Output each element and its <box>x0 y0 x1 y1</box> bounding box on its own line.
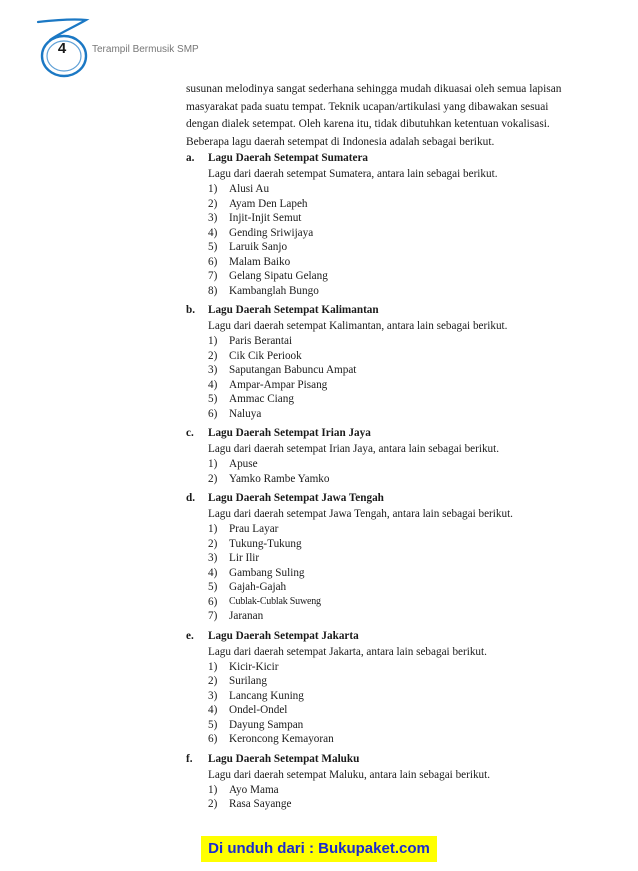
song-title: Paris Berantai <box>229 335 293 347</box>
section-heading <box>186 751 576 768</box>
song-number: 6) <box>208 595 218 608</box>
song-title: Cik Cik Periook <box>229 349 302 362</box>
song-title: Ampar-Ampar Pisang <box>229 378 328 391</box>
song-number: 4) <box>208 566 218 579</box>
song-item <box>208 284 576 299</box>
intro-line: dengan dialek setempat. Oleh karena itu, tidak dibutuhkan ketentuan vokalisasi. <box>186 118 550 131</box>
song-number: 1) <box>208 183 218 195</box>
song-title: Apuse <box>229 458 258 470</box>
song-number: 3) <box>208 552 218 564</box>
song-number: 1) <box>208 335 218 347</box>
section-intro: Lagu dari daerah setempat Jakarta, antara lain sebagai berikut. <box>208 645 487 658</box>
song-number: 2) <box>208 197 218 210</box>
song-item <box>208 255 576 270</box>
song-title: Laruik Sanjo <box>229 241 288 253</box>
song-title: Gending Sriwijaya <box>229 226 314 239</box>
song-title: Ayo Mama <box>229 783 279 796</box>
section-title: Lagu Daerah Setempat Jakarta <box>208 629 359 642</box>
song-item <box>208 240 576 255</box>
song-item <box>208 226 576 241</box>
section-body <box>186 645 576 747</box>
song-number: 6) <box>208 407 218 420</box>
book-title: Terampil Bermusik SMP <box>92 44 199 55</box>
song-number: 2) <box>208 537 218 550</box>
section-heading <box>186 628 576 645</box>
song-item <box>208 609 576 624</box>
song-title: Naluya <box>229 407 262 420</box>
page-number: 4 <box>57 40 67 57</box>
song-item <box>208 472 576 487</box>
song-title: Saputangan Babuncu Ampat <box>229 364 357 376</box>
section-e <box>186 628 576 747</box>
song-item <box>208 537 576 552</box>
song-title: Prau Layar <box>229 523 279 535</box>
song-title: Tukung-Tukung <box>229 537 302 550</box>
song-title: Ammac Ciang <box>229 393 294 405</box>
section-intro: Lagu dari daerah setempat Sumatera, antara lain sebagai berikut. <box>208 168 498 180</box>
download-banner: Di unduh dari : Bukupaket.com <box>201 836 437 862</box>
song-number: 3) <box>208 689 218 702</box>
song-item <box>208 197 576 212</box>
intro-line: susunan melodinya sangat sederhana sehingga mudah dikuasai oleh semua lapisan <box>186 83 562 95</box>
song-title: Yamko Rambe Yamko <box>229 472 330 485</box>
song-title: Jaranan <box>229 610 264 622</box>
song-number: 4) <box>208 704 218 716</box>
section-heading <box>186 490 576 507</box>
song-number: 1) <box>208 458 218 470</box>
song-number: 1) <box>208 523 218 535</box>
section-body <box>186 167 576 298</box>
song-item <box>208 566 576 581</box>
song-title: Kicir-Kicir <box>229 660 279 673</box>
song-item <box>208 334 576 349</box>
section-body <box>186 768 576 812</box>
song-title: Lir Ilir <box>229 552 260 564</box>
section-d <box>186 490 576 624</box>
section-letter: e. <box>186 629 194 642</box>
song-item <box>208 269 576 284</box>
song-item <box>208 718 576 733</box>
song-number: 2) <box>208 675 218 687</box>
song-number: 6) <box>208 733 218 745</box>
song-number: 1) <box>208 783 218 796</box>
song-number: 7) <box>208 610 218 622</box>
section-body <box>186 507 576 624</box>
song-sections <box>186 150 576 816</box>
section-title: Lagu Daerah Setempat Irian Jaya <box>208 427 371 439</box>
song-number: 1) <box>208 660 218 673</box>
song-number: 3) <box>208 364 218 376</box>
song-number: 4) <box>208 378 218 391</box>
intro-line: masyarakat pada suatu tempat. Teknik ucapan/artikulasi yang dibawakan sesuai <box>186 100 549 113</box>
song-item <box>208 551 576 566</box>
section-letter: a. <box>186 152 195 164</box>
song-title: Kambanglah Bungo <box>229 284 319 297</box>
song-number: 7) <box>208 270 218 282</box>
song-title: Keroncong Kemayoran <box>229 733 334 745</box>
song-item <box>208 457 576 472</box>
song-title: Surilang <box>229 675 267 687</box>
song-item <box>208 378 576 393</box>
song-item <box>208 349 576 364</box>
section-intro: Lagu dari daerah setempat Irian Jaya, antara lain sebagai berikut. <box>208 443 500 455</box>
song-number: 3) <box>208 212 218 224</box>
song-item <box>208 522 576 537</box>
song-item <box>208 211 576 226</box>
section-a <box>186 150 576 298</box>
song-title: Gelang Sipatu Gelang <box>229 270 328 282</box>
section-letter: b. <box>186 304 196 316</box>
song-item <box>208 689 576 704</box>
song-number: 4) <box>208 226 218 239</box>
section-heading <box>186 150 576 167</box>
song-item <box>208 182 576 197</box>
section-letter: f. <box>186 752 193 765</box>
song-number: 6) <box>208 255 218 268</box>
intro-line: Beberapa lagu daerah setempat di Indonesia adalah sebagai berikut. <box>186 135 495 148</box>
song-title: Cublak-Cublak Suweng <box>229 595 321 607</box>
section-heading <box>186 302 576 319</box>
section-title: Lagu Daerah Setempat Sumatera <box>208 152 369 164</box>
section-c <box>186 425 576 486</box>
song-title: Ondel-Ondel <box>229 704 288 716</box>
song-item <box>208 783 576 798</box>
song-number: 5) <box>208 393 218 405</box>
song-item <box>208 674 576 689</box>
section-title: Lagu Daerah Setempat Kalimantan <box>208 304 379 316</box>
song-title: Rasa Sayange <box>229 798 292 810</box>
section-letter: d. <box>186 492 196 504</box>
song-number: 8) <box>208 284 218 297</box>
song-item <box>208 703 576 718</box>
section-b <box>186 302 576 421</box>
song-number: 5) <box>208 581 218 593</box>
song-number: 2) <box>208 798 218 810</box>
song-item <box>208 580 576 595</box>
song-title: Alusi Au <box>229 183 270 195</box>
song-title: Lancang Kuning <box>229 689 304 702</box>
song-item <box>208 732 576 747</box>
song-number: 2) <box>208 472 218 485</box>
section-heading <box>186 425 576 442</box>
section-intro: Lagu dari daerah setempat Jawa Tengah, antara lain sebagai berikut. <box>208 508 513 520</box>
section-f <box>186 751 576 812</box>
song-item <box>208 595 576 610</box>
song-item <box>208 797 576 812</box>
song-number: 5) <box>208 718 218 731</box>
song-item <box>208 392 576 407</box>
song-item <box>208 407 576 422</box>
song-item <box>208 660 576 675</box>
song-title: Injit-Injit Semut <box>229 212 302 224</box>
song-title: Ayam Den Lapeh <box>229 197 308 210</box>
section-intro: Lagu dari daerah setempat Kalimantan, antara lain sebagai berikut. <box>208 320 508 332</box>
page-header <box>0 0 638 90</box>
song-title: Gambang Suling <box>229 566 305 579</box>
section-title: Lagu Daerah Setempat Jawa Tengah <box>208 492 384 504</box>
section-intro: Lagu dari daerah setempat Maluku, antara lain sebagai berikut. <box>208 768 491 781</box>
intro-paragraph <box>186 81 568 151</box>
song-title: Dayung Sampan <box>229 718 304 731</box>
section-body <box>186 442 576 486</box>
song-item <box>208 363 576 378</box>
section-letter: c. <box>186 427 194 439</box>
song-title: Malam Baiko <box>229 255 291 268</box>
song-number: 2) <box>208 349 218 362</box>
song-title: Gajah-Gajah <box>229 581 287 593</box>
section-title: Lagu Daerah Setempat Maluku <box>208 752 360 765</box>
section-body <box>186 319 576 421</box>
song-number: 5) <box>208 241 218 253</box>
